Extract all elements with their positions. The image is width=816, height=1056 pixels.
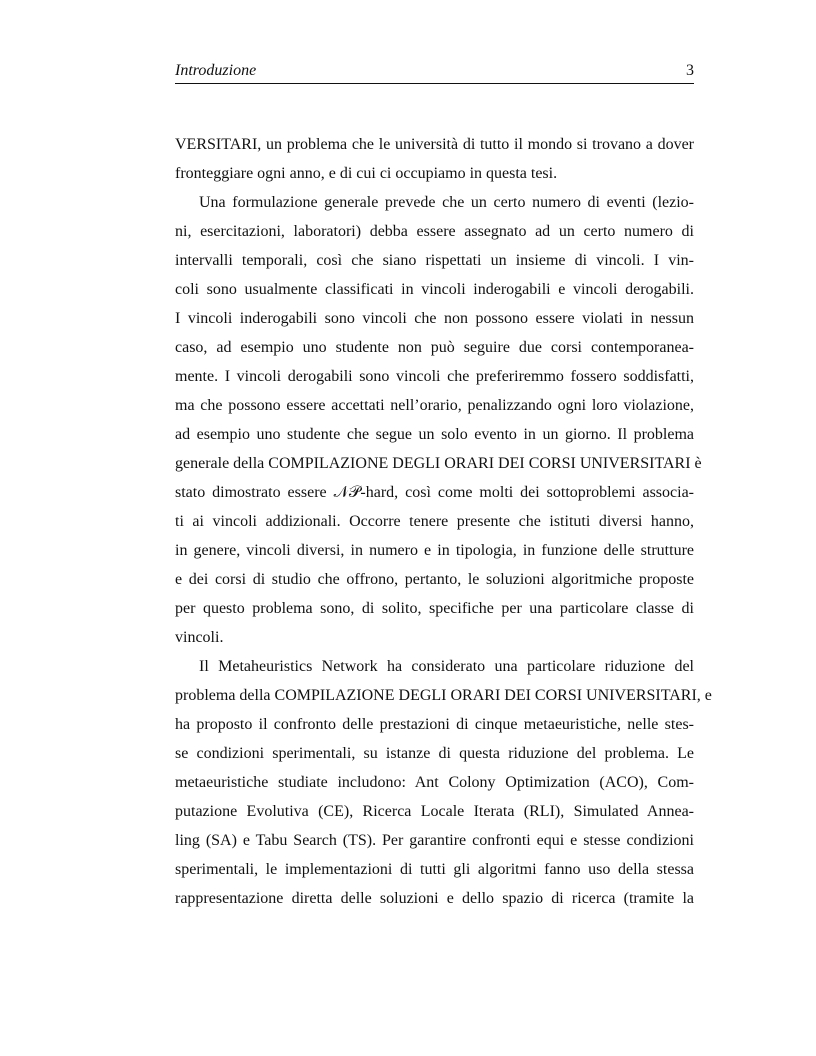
text-line: intervalli temporali, così che siano rispettati un insieme di vincoli. I vin- xyxy=(175,252,694,269)
text-line: problema della COMPILAZIONE DEGLI ORARI DEI CORSI UNIVERSITARI, e xyxy=(175,687,712,704)
body-text xyxy=(175,130,712,913)
text-line: e dei corsi di studio che offrono, pertanto, le soluzioni algoritmiche proposte xyxy=(175,571,694,588)
text-line: ha proposto il confronto delle prestazioni di cinque metaeuristiche, nelle stes- xyxy=(175,716,694,733)
page-number: 3 xyxy=(686,62,694,79)
text-line: ti ai vincoli addizionali. Occorre tenere presente che istituti diversi hanno, xyxy=(175,513,694,530)
text-line: putazione Evolutiva (CE), Ricerca Locale Iterata (RLI), Simulated Annea- xyxy=(175,803,694,820)
text-line: I vincoli inderogabili sono vincoli che non possono essere violati in nessun xyxy=(175,310,694,327)
text-line: ma che possono essere accettati nell’orario, penalizzando ogni loro violazione, xyxy=(175,397,694,414)
text-line: metaeuristiche studiate includono: Ant Colony Optimization (ACO), Com- xyxy=(175,774,694,791)
page-header xyxy=(175,60,694,84)
header-title: Introduzione xyxy=(175,62,257,79)
text-line: sperimentali, le implementazioni di tutti gli algoritmi fanno uso della stessa xyxy=(175,861,694,878)
text-line: Il Metaheuristics Network ha considerato una particolare riduzione del xyxy=(199,658,694,675)
text-line: vincoli. xyxy=(175,629,224,646)
text-line: generale della COMPILAZIONE DEGLI ORARI DEI CORSI UNIVERSITARI è xyxy=(175,455,702,472)
text-line: ni, esercitazioni, laboratori) debba essere assegnato ad un certo numero di xyxy=(175,223,694,240)
text-line: stato dimostrato essere 𝒩𝒫-hard, così come molti dei sottoproblemi associa- xyxy=(175,484,694,501)
text-line: se condizioni sperimentali, su istanze di questa riduzione del problema. Le xyxy=(175,745,694,762)
text-line: rappresentazione diretta delle soluzioni e dello spazio di ricerca (tramite la xyxy=(175,890,694,907)
text-line: mente. I vincoli derogabili sono vincoli che preferiremmo fossero soddisfatti, xyxy=(175,368,694,385)
text-line: ad esempio uno studente che segue un solo evento in un giorno. Il problema xyxy=(175,426,694,443)
text-line: caso, ad esempio uno studente non può seguire due corsi contemporanea- xyxy=(175,339,694,356)
text-line: Una formulazione generale prevede che un certo numero di eventi (lezio- xyxy=(199,194,694,211)
text-line: coli sono usualmente classificati in vincoli inderogabili e vincoli derogabili. xyxy=(175,281,694,298)
text-line: VERSITARI, un problema che le università di tutto il mondo si trovano a dover xyxy=(175,136,694,153)
text-line: ling (SA) e Tabu Search (TS). Per garantire confronti equi e stesse condizioni xyxy=(175,832,694,849)
text-line: fronteggiare ogni anno, e di cui ci occupiamo in questa tesi. xyxy=(175,165,558,182)
text-line: per questo problema sono, di solito, specifiche per una particolare classe di xyxy=(175,600,694,617)
text-line: in genere, vincoli diversi, in numero e in tipologia, in funzione delle strutture xyxy=(175,542,694,559)
